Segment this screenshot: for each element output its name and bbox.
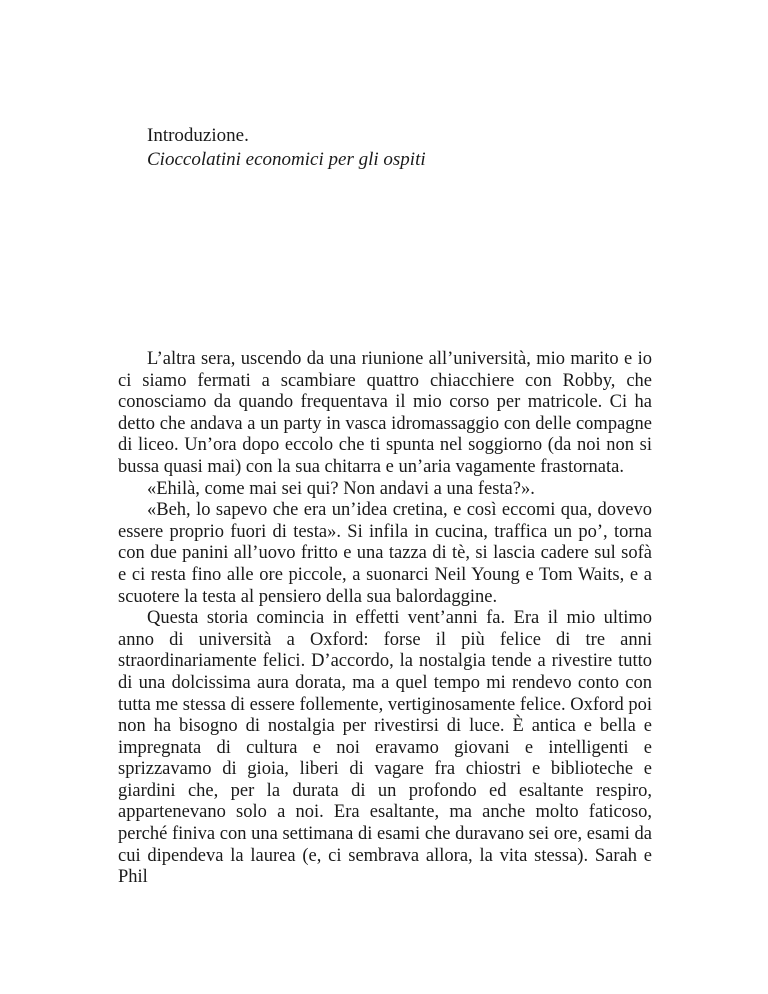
paragraph: L’altra sera, uscendo da una riunione all’università, mio marito e io ci siamo fermati a scambiare quattro chiacchiere con Robby, che conosciamo da quando frequentava il mio corso per matricole. Ci ha detto che andava a un party in vasca idromassaggio con delle compagne di liceo. Un’ora dopo eccolo che ti spunta nel soggiorno (da noi non si bussa quasi mai) con la sua chitarra e un’aria vagamente frastornata. (118, 349, 652, 477)
chapter-title: Cioccolatini economici per gli ospiti (147, 149, 426, 170)
paragraph: «Ehilà, come mai sei qui? Non andavi a una festa?». (147, 478, 535, 499)
chapter-heading (147, 124, 426, 172)
body-text (118, 349, 652, 889)
chapter-label: Introduzione. (147, 125, 249, 146)
paragraph: Questa storia comincia in effetti vent’anni fa. Era il mio ultimo anno di università a Oxford: forse il più felice di tre anni straordinariamente felici. D’accordo, la nostalgia tende a rivestire tutto di una dolcissima aura dorata, ma a quel tempo mi rendevo conto con tutta me stessa di essere follemente, vertiginosamente felice. Oxford poi non ha bisogno di nostalgia per rivestirsi di luce. È antica e bella e impregnata di cultura e noi eravamo giovani e intelligenti e sprizzavamo di gioia, liberi di vagare fra chiostri e biblioteche e giardini che, per la durata di un profondo ed esaltante respiro, appartenevano solo a noi. Era esaltante, ma anche molto faticoso, perché finiva con una settimana di esami che duravano sei ore, esami da cui dipendeva la laurea (e, ci sembrava allora, la vita stessa). Sarah e Phil (118, 608, 652, 888)
paragraph: «Beh, lo sapevo che era un’idea cretina, e così eccomi qua, dovevo essere proprio fuori di testa». Si infila in cucina, traffica un po’, torna con due panini all’uovo fritto e una tazza di tè, si lascia cadere sul sofà e ci resta fino alle ore piccole, a suonarci Neil Young e Tom Waits, e a scuotere la testa al pensiero della sua balordaggine. (118, 500, 652, 607)
